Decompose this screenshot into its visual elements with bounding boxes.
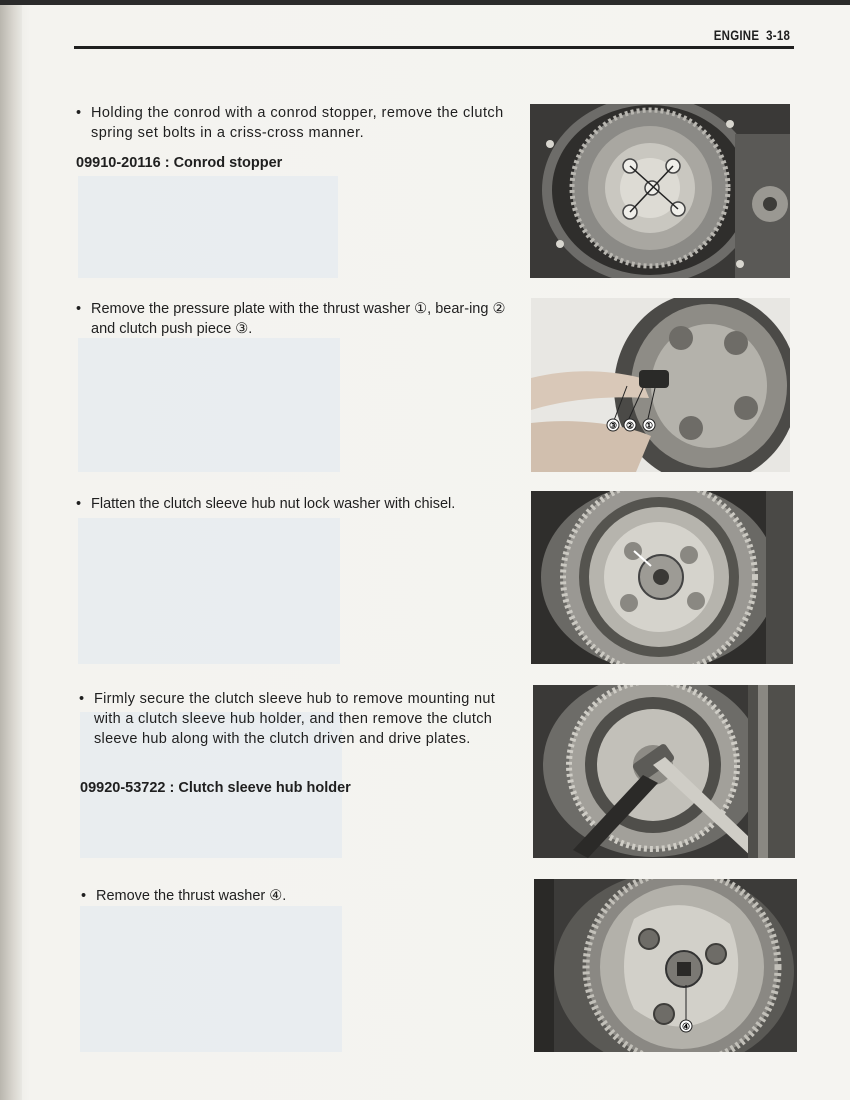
callout-3: ③: [608, 420, 618, 431]
photo-sleeve-hub-holder: [533, 685, 795, 858]
step-3: [76, 494, 506, 514]
step-text: Firmly secure the clutch sleeve hub to remove mounting nut with a clutch sleeve hub holder, and then remove the clutch sleeve hub along with the clutch driven and drive plates.: [94, 691, 496, 747]
bullet-icon: •: [76, 496, 82, 512]
tool-name: Conrod stopper: [173, 155, 283, 171]
header-section: ENGINE: [713, 27, 760, 43]
show-through-area: [78, 176, 338, 278]
step-5: [81, 886, 511, 906]
callout-1: ①: [644, 420, 654, 431]
callout-2: ②: [625, 420, 635, 431]
step-text: Remove the pressure plate with the thrust washer ①, bear-ing ② and clutch push piece ③.: [91, 301, 506, 337]
photo-pressure-plate: [531, 298, 790, 472]
photo-clutch-spring-bolts: [530, 104, 790, 278]
show-through-area: [80, 906, 342, 1052]
step-1: [76, 103, 506, 143]
show-through-area: [78, 518, 340, 664]
header-page-number: 3-18: [766, 27, 790, 43]
page-spine: [0, 0, 22, 1100]
show-through-area: [78, 338, 340, 472]
step-4: [79, 689, 509, 749]
tool-code: 09920-53722: [80, 780, 166, 796]
bullet-icon: •: [76, 301, 82, 317]
page-header: [714, 27, 790, 43]
bullet-icon: •: [81, 888, 87, 904]
step-text: Holding the conrod with a conrod stopper, remove the clutch spring set bolts in a criss-cross manner.: [91, 105, 504, 141]
header-rule: [74, 46, 794, 49]
bullet-icon: •: [79, 691, 85, 707]
photo-thrust-washer: [534, 879, 797, 1052]
special-tool-1: 09910-20116 : Conrod stopper: [76, 155, 283, 171]
callout-4: ④: [681, 1021, 691, 1032]
step-2: [76, 299, 506, 339]
tool-name: Clutch sleeve hub holder: [178, 780, 351, 796]
step-text: Remove the thrust washer ④.: [96, 888, 287, 904]
page-top-edge: [0, 0, 850, 5]
bullet-icon: •: [76, 105, 82, 121]
tool-code: 09910-20116: [76, 155, 161, 171]
special-tool-4: 09920-53722 : Clutch sleeve hub holder: [80, 780, 351, 796]
step-text: Flatten the clutch sleeve hub nut lock washer with chisel.: [91, 496, 456, 512]
photo-lock-washer: [531, 491, 793, 664]
